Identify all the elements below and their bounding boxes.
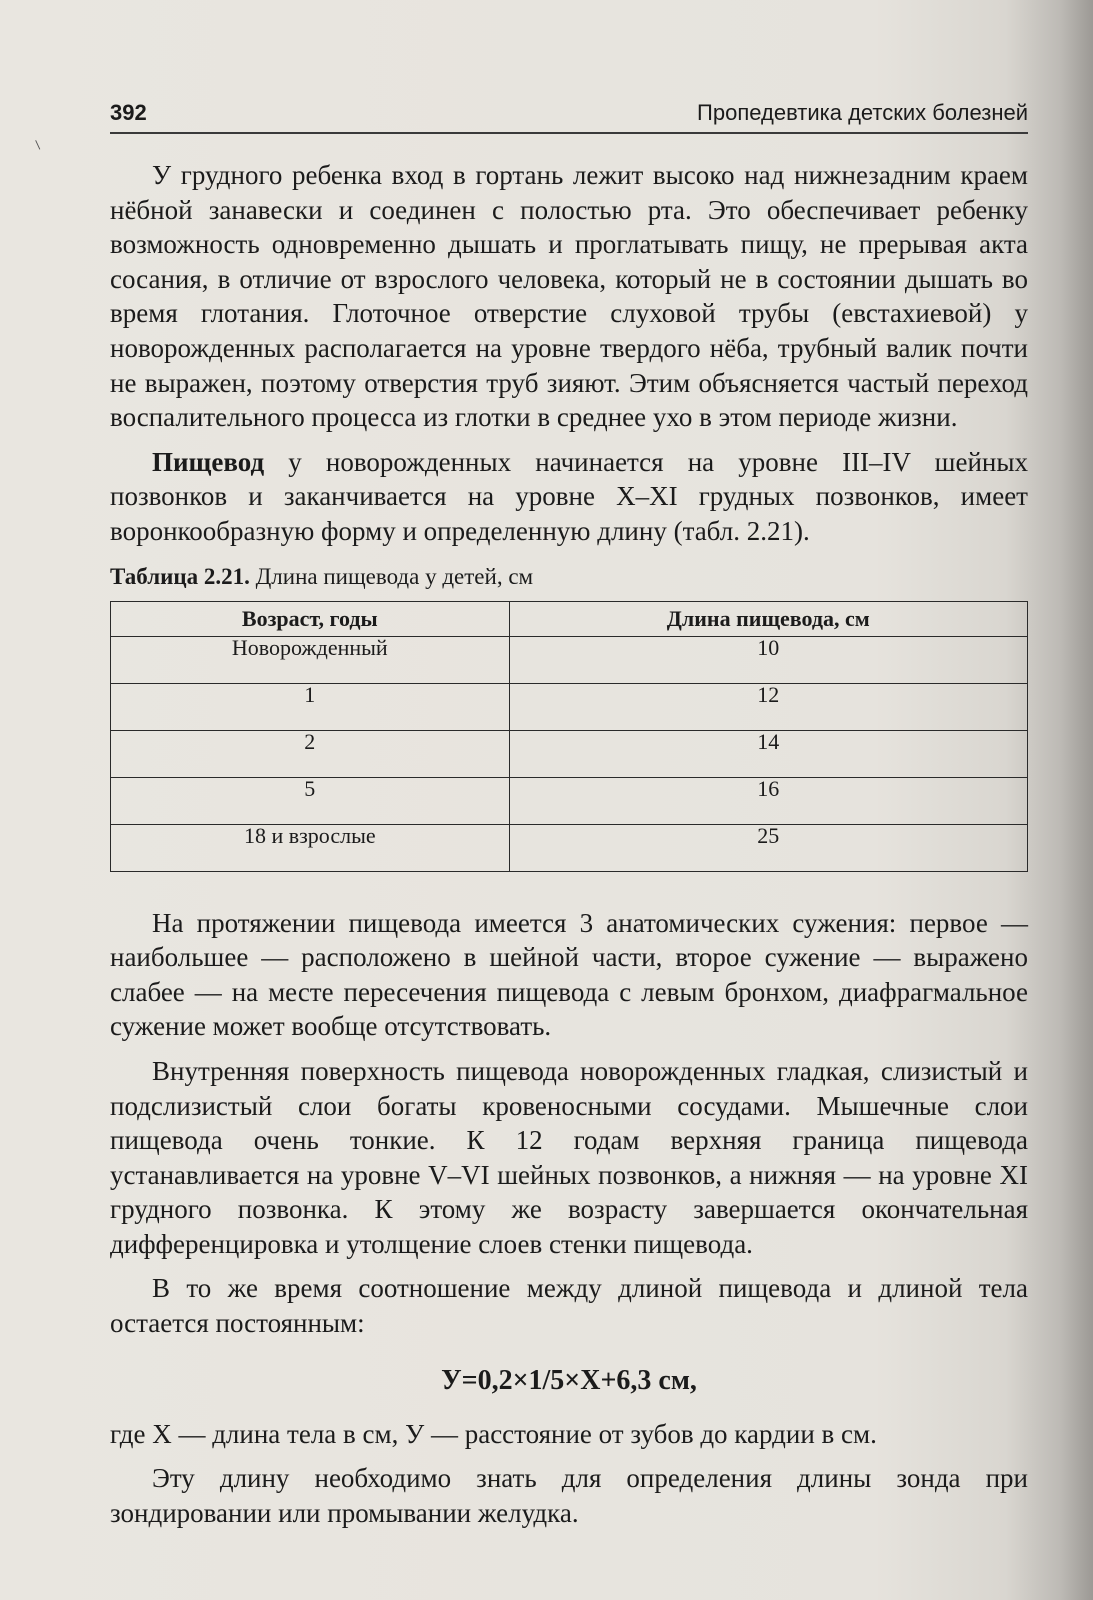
table-header-age: Возраст, годы: [111, 601, 510, 636]
paragraph-probe: Эту длину необходимо знать для определения длины зонда при зондировании или промывании желудка.: [110, 1463, 1028, 1528]
table-caption-text: Длина пищевода у детей, см: [249, 563, 534, 589]
table-header-length: Длина пищевода, см: [509, 601, 1027, 636]
table-row-spacer: [111, 659, 1028, 684]
table-header-row: [111, 601, 1028, 636]
paragraph-inner-surface: Внутренняя поверхность пищевода новорожденных гладкая, слизистый и подслизистый слои богаты кровеносными сосудами. Мышечные слои пищевода очень тонкие. К 12 годам верхняя граница пищевода устанавливается на уровне V–VI шейных позвонков, а нижняя — на уровне XI грудного позвонка. К этому же возрасту завершается окончательная дифференцировка и утолщение слоев стенки пищевода.: [110, 1055, 1028, 1259]
page-number: 392: [110, 100, 147, 125]
esophagus-length-table: [110, 601, 1028, 872]
table-cell-age: 5: [111, 777, 510, 800]
running-header: [110, 98, 1028, 134]
paragraph-esophagus-text: у новорожденных начинается на уровне III–IV шейных позвонков и заканчивается на уровне X–XI грудных позвонков, имеет воронкообразную форму и определенную длину (табл. 2.21).: [110, 446, 1028, 546]
table-row: [111, 636, 1028, 659]
table-cell-length: 12: [509, 683, 1027, 706]
paragraph-larynx: У грудного ребенка вход в гортань лежит высоко над нижнезадним краем нёбной занавески и соединен с полостью рта. Это обеспечивает ребенку возможность одновременно дышать и проглатывать пищу, не прерывая акта сосания, в отличие от взрослого человека, который не в состоянии дышать во время глотания. Глоточное отверстие слуховой трубы (евстахиевой) у новорожденных располагается на уровне твердого нёба, трубный валик почти не выражен, поэтому отверстия труб зияют. Этим объясняется частый переход воспалительного процесса из глотки в среднее ухо в этом периоде жизни.: [110, 160, 1028, 433]
paragraph-formula-legend: где Х — длина тела в см, У — расстояние от зубов до кардии в см.: [110, 1418, 877, 1449]
table-row: [111, 683, 1028, 706]
paragraph-ratio: В то же время соотношение между длиной пищевода и длиной тела остается постоянным:: [110, 1273, 1028, 1339]
table-caption: [110, 563, 1028, 591]
table-cell-age: 18 и взрослые: [111, 824, 510, 847]
paragraph-esophagus-intro: [110, 445, 1028, 549]
running-title: Пропедевтика детских болезней: [697, 100, 1028, 125]
table-cell-length: 10: [509, 636, 1027, 659]
page-body: [110, 158, 1028, 1530]
table-row-spacer: [111, 800, 1028, 825]
table-row: [111, 824, 1028, 847]
table-row-spacer: [111, 753, 1028, 778]
term-esophagus: Пищевод: [152, 446, 265, 477]
table-cell-age: 1: [111, 683, 510, 706]
table-row: [111, 730, 1028, 753]
formula: У=0,2×1/5×Х+6,3 см,: [441, 1364, 697, 1396]
table-caption-label: Таблица 2.21.: [110, 563, 250, 589]
table-row-spacer: [111, 847, 1028, 872]
table-cell-age: 2: [111, 730, 510, 753]
table-cell-length: 25: [509, 824, 1027, 847]
table-cell-length: 14: [509, 730, 1027, 753]
table-cell-age: Новорожденный: [111, 636, 510, 659]
pencil-mark: ᛧ: [25, 128, 48, 157]
table-cell-length: 16: [509, 777, 1027, 800]
table-row-spacer: [111, 706, 1028, 731]
paragraph-narrowings: На протяжении пищевода имеется 3 анатомических сужения: первое — наибольшее — расположено в шейной части, второе сужение — выражено слабее — на месте пересечения пищевода с левым бронхом, диафрагмальное сужение может вообще отсутствовать.: [110, 907, 1028, 1042]
table-row: [111, 777, 1028, 800]
